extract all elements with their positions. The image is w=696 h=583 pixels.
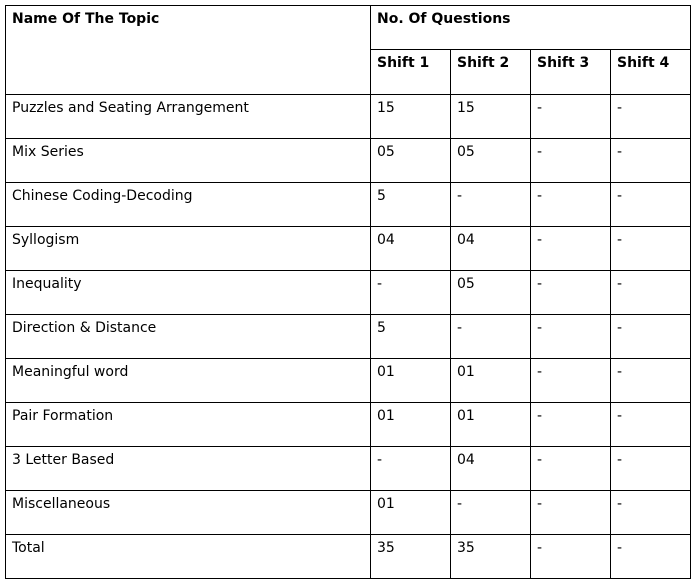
questions-column-header: No. Of Questions xyxy=(371,6,691,50)
shift-4-cell: - xyxy=(611,491,691,535)
shift-4-cell: - xyxy=(611,227,691,271)
shift-3-cell: - xyxy=(531,139,611,183)
topic-cell: Chinese Coding-Decoding xyxy=(6,183,371,227)
table-body xyxy=(6,95,691,579)
shift-1-cell: 35 xyxy=(371,535,451,579)
topic-cell: Mix Series xyxy=(6,139,371,183)
shift-4-cell: - xyxy=(611,139,691,183)
shift-3-cell: - xyxy=(531,447,611,491)
shift-4-cell: - xyxy=(611,271,691,315)
shift-3-cell: - xyxy=(531,491,611,535)
table-row xyxy=(6,315,691,359)
topic-cell: Pair Formation xyxy=(6,403,371,447)
table-row xyxy=(6,491,691,535)
table-row xyxy=(6,535,691,579)
shift-2-cell: 35 xyxy=(451,535,531,579)
shift-2-cell: 04 xyxy=(451,227,531,271)
topic-cell: Total xyxy=(6,535,371,579)
shift-2-cell: - xyxy=(451,315,531,359)
topic-cell: Puzzles and Seating Arrangement xyxy=(6,95,371,139)
shift-4-cell: - xyxy=(611,403,691,447)
shift-4-cell: - xyxy=(611,315,691,359)
shift-1-cell: 05 xyxy=(371,139,451,183)
shift-3-cell: - xyxy=(531,403,611,447)
table-row xyxy=(6,139,691,183)
shift-3-cell: - xyxy=(531,359,611,403)
shift-1-cell: 04 xyxy=(371,227,451,271)
shift-3-cell: - xyxy=(531,535,611,579)
shift-3-cell: - xyxy=(531,183,611,227)
shift-2-cell: 05 xyxy=(451,139,531,183)
table-row xyxy=(6,447,691,491)
shift-2-cell: 15 xyxy=(451,95,531,139)
table-row xyxy=(6,271,691,315)
shift-3-cell: - xyxy=(531,95,611,139)
topic-cell: 3 Letter Based xyxy=(6,447,371,491)
shift-2-header: Shift 2 xyxy=(451,50,531,95)
shift-1-cell: - xyxy=(371,447,451,491)
topic-cell: Inequality xyxy=(6,271,371,315)
shift-2-cell: 04 xyxy=(451,447,531,491)
header-row-top xyxy=(6,6,691,50)
shift-4-cell: - xyxy=(611,447,691,491)
topic-questions-table xyxy=(5,5,691,579)
shift-4-cell: - xyxy=(611,535,691,579)
shift-1-cell: 5 xyxy=(371,183,451,227)
shift-4-cell: - xyxy=(611,95,691,139)
shift-1-cell: 01 xyxy=(371,359,451,403)
shift-4-cell: - xyxy=(611,359,691,403)
shift-1-cell: 5 xyxy=(371,315,451,359)
topic-cell: Direction & Distance xyxy=(6,315,371,359)
table-row xyxy=(6,403,691,447)
topic-cell: Meaningful word xyxy=(6,359,371,403)
table-row xyxy=(6,227,691,271)
shift-1-cell: - xyxy=(371,271,451,315)
shift-1-cell: 01 xyxy=(371,403,451,447)
shift-2-cell: 01 xyxy=(451,359,531,403)
shift-3-header: Shift 3 xyxy=(531,50,611,95)
shift-1-header: Shift 1 xyxy=(371,50,451,95)
shift-4-header: Shift 4 xyxy=(611,50,691,95)
table-row xyxy=(6,95,691,139)
topic-column-header: Name Of The Topic xyxy=(6,6,371,95)
shift-2-cell: - xyxy=(451,491,531,535)
shift-4-cell: - xyxy=(611,183,691,227)
shift-2-cell: 01 xyxy=(451,403,531,447)
shift-2-cell: - xyxy=(451,183,531,227)
shift-3-cell: - xyxy=(531,315,611,359)
shift-3-cell: - xyxy=(531,271,611,315)
shift-2-cell: 05 xyxy=(451,271,531,315)
shift-1-cell: 15 xyxy=(371,95,451,139)
shift-1-cell: 01 xyxy=(371,491,451,535)
table-row xyxy=(6,183,691,227)
shift-3-cell: - xyxy=(531,227,611,271)
topic-cell: Syllogism xyxy=(6,227,371,271)
topic-cell: Miscellaneous xyxy=(6,491,371,535)
table-row xyxy=(6,359,691,403)
